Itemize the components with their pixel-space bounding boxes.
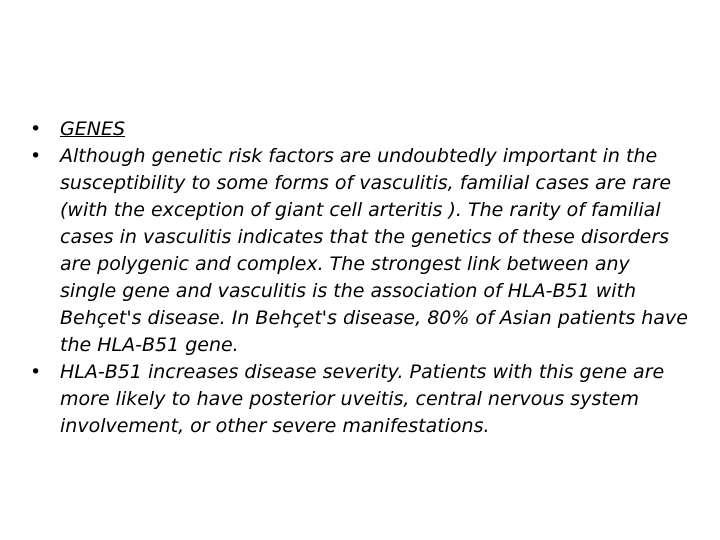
- bullet-marker: •: [30, 361, 42, 383]
- bullet-text-genetic-risk: Although genetic risk factors are undoubtedly important in the susceptibility to some forms of vasculitis, familial cases are rare (with the exception of giant cell arteritis ). The rarity of familial cases in vasculitis indicates that the genetics of these disorders are polygenic and complex. The strongest link between any single gene and vasculitis is the association of HLA-B51 with Behçet's disease. In Behçet's disease, 80% of Asian patients have the HLA-B51 gene.: [60, 145, 688, 356]
- bullet-item-genes: [30, 116, 690, 143]
- bullet-item-hla-b51: [30, 359, 690, 440]
- bullet-marker: •: [30, 145, 42, 167]
- bullet-item-genetic-risk: [30, 143, 690, 359]
- bullet-marker: •: [30, 118, 42, 140]
- bullet-text-genes-heading: GENES: [60, 118, 126, 140]
- bullet-text-hla-b51: HLA-B51 increases disease severity. Patients with this gene are more likely to have posterior uveitis, central nervous system involvement, or other severe manifestations.: [60, 361, 665, 437]
- bullet-list: [30, 116, 690, 440]
